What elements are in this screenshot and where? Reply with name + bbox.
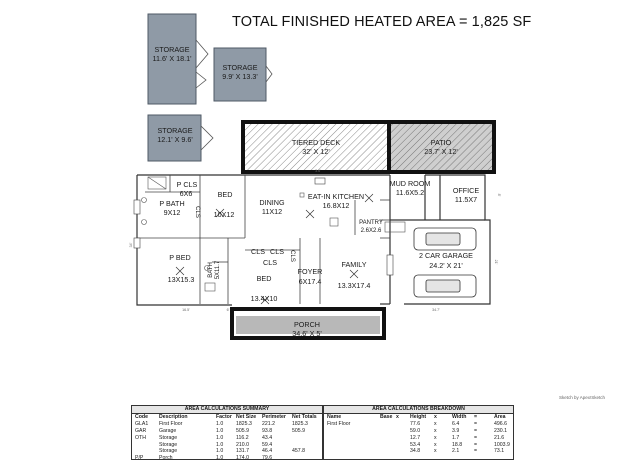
patio-dims: 23.7' X 12' [424,147,458,156]
table-cell: 93.8 [262,427,273,434]
family-dims: 13.3X17.4 [337,281,371,290]
pcls-name: P CLS [176,180,198,189]
dim-top-mid: 3.6' [315,169,321,173]
dim-bottom-mid: 6' [226,308,230,312]
breakdown-col-base: Base [380,414,393,420]
table-cell: 43.4 [262,434,273,441]
pbed-name: P BED [169,253,191,262]
table-cell: 1.0 [216,434,224,441]
table-cell: 1.0 [216,455,224,460]
mudroom-name: MUD ROOM [389,179,431,188]
cls-d: CLS [289,250,295,262]
storage2-name: STORAGE [222,63,258,72]
breakdown-column-headers [324,414,513,421]
table-cell: 1.0 [216,427,224,434]
table-cell: First Floor [327,420,351,427]
area-breakdown-table [323,405,514,460]
breakdown-col-area: Area [494,414,506,420]
patio-name: PATIO [430,138,452,147]
breakdown-col-height: Height [410,414,427,420]
table-cell: x [434,434,437,441]
mudroom-dims: 11.6X5.2 [395,188,425,197]
foyer-name: FOYER [297,267,323,276]
dim-left-side: 34' [129,242,133,248]
table-cell: 2.1 [452,448,460,455]
table-cell: 34.8 [410,448,421,455]
table-cell: Garage [159,427,177,434]
bed1-dims: 10X12 [213,210,235,219]
family-name: FAMILY [341,260,367,269]
table-row [132,421,322,428]
table-row [132,435,322,442]
table-cell: Storage [159,441,178,448]
table-cell: 1.0 [216,441,224,448]
table-cell: 79.6 [262,455,273,460]
table-cell: Porch [159,455,173,460]
table-row [132,442,322,449]
table-cell: 59.4 [262,441,273,448]
table-cell: = [474,420,478,427]
storage3-name: STORAGE [157,126,193,135]
deck-name: TIERED DECK [291,138,341,147]
table-cell: 174.0 [236,455,249,460]
pantry-dims: 2.6X2.6 [360,228,382,234]
table-row [324,448,513,455]
garage-dims: 24.2' X 21' [429,261,463,270]
table-cell: 210.0 [236,441,249,448]
office-dims: 11.5X7 [454,195,478,204]
kitchen-name: EAT-IN KITCHEN [307,192,365,201]
table-cell: 457.8 [292,448,305,455]
dining-dims: 11X12 [261,207,283,216]
summary-col-description: Description [159,414,188,420]
breakdown-col-x2: x [434,414,437,420]
table-cell: = [474,434,478,441]
breakdown-col-name: Name [327,414,342,420]
table-cell: 496.6 [494,420,507,427]
table-row [132,448,322,455]
table-row [132,455,322,460]
summary-col-code: Code [135,414,148,420]
summary-column-headers [132,414,322,421]
table-cell: 77.6 [410,420,421,427]
table-cell: x [434,441,437,448]
porch-dims: 34.6' X 5' [292,329,322,338]
cls-b: CLS [270,247,284,256]
pbath-name: P BATH [159,199,185,208]
table-cell: 1003.9 [494,441,510,448]
table-cell: x [434,448,437,455]
cls-a: CLS [251,247,265,256]
bed2-dims: 13.4X10 [250,294,278,303]
table-cell: 21.6 [494,434,505,441]
foyer-dims: 6X17.4 [298,277,322,286]
summary-col-net-size: Net Size [236,414,257,420]
bath-name: BATH [208,262,214,278]
breakdown-col-eq: = [474,414,478,420]
storage3-dims: 12.1' X 9.6' [157,135,193,144]
table-cell: 221.2 [262,420,275,427]
pantry-name: PANTRY [359,220,383,226]
table-cell: 73.1 [494,448,505,455]
breakdown-col-x1: x [396,414,399,420]
table-cell: 6.4 [452,420,460,427]
table-cell: = [474,441,478,448]
storage2-dims: 9.9' X 13.3' [222,72,258,81]
table-cell: First Floor [159,420,183,427]
table-cell: 1.7 [452,434,460,441]
table-row [324,421,513,428]
table-cell: 1.0 [216,420,224,427]
table-cell: P/P [135,455,144,460]
table-cell: 131.7 [236,448,249,455]
table-cell: 53.4 [410,441,421,448]
page-title: TOTAL FINISHED HEATED AREA = 1,825 SF [232,14,532,30]
table-cell: 59.0 [410,427,421,434]
table-row [132,428,322,435]
table-cell: OTH [135,434,146,441]
table-cell: GLA1 [135,420,149,427]
table-cell: 1825.3 [292,420,308,427]
dim-bottom-left: 16.5' [182,308,190,312]
summary-col-net-totals: Net Totals [292,414,317,420]
garage-name: 2 CAR GARAGE [419,251,473,260]
area-summary-table [131,405,323,460]
cls-c: CLS [263,258,277,267]
bath-dims: 5X11.7 [215,260,221,280]
summary-col-factor: Factor [216,414,232,420]
storage1-dims: 11.6' X 18.1' [152,54,192,63]
deck-dims: 32' X 12' [302,147,330,156]
table-cell: 1.0 [216,448,224,455]
table-cell: = [474,427,478,434]
bed2-name: BED [256,274,272,283]
sketch-credit: Sketch by Apex!Sketch [559,395,606,400]
table-cell: 46.4 [262,448,273,455]
table-cell: Storage [159,448,178,455]
table-cell: 12.7 [410,434,421,441]
table-cell: = [474,448,478,455]
dim-bottom-right: 34.7' [432,308,440,312]
table-row [324,435,513,442]
dining-name: DINING [259,198,285,207]
dim-garage-right: 21' [494,259,498,265]
office-name: OFFICE [452,186,480,195]
table-cell: 18.8 [452,441,463,448]
breakdown-table-header: AREA CALCULATIONS BREAKDOWN [324,406,513,414]
table-cell: GAR [135,427,147,434]
table-cell: 1825.3 [236,420,252,427]
summary-col-perimeter: Perimeter [262,414,286,420]
summary-table-header: AREA CALCULATIONS SUMMARY [132,406,322,414]
porch-name: PORCH [294,320,320,329]
storage1-name: STORAGE [154,45,190,54]
pbed-dims: 13X15.3 [167,275,195,284]
pbath-cls: CLS [194,206,200,218]
kitchen-dims: 16.8X12 [322,201,350,210]
table-cell: 505.9 [292,427,305,434]
bed1-name: BED [217,190,233,199]
table-cell: x [434,420,437,427]
pbath-dims: 9X12 [163,208,181,217]
table-row [324,428,513,435]
table-cell: Storage [159,434,178,441]
table-cell: 505.9 [236,427,249,434]
dim-office-right: 8' [497,193,501,197]
table-cell: 3.9 [452,427,460,434]
table-cell: 230.1 [494,427,507,434]
breakdown-col-width: Width [452,414,467,420]
table-row [324,442,513,449]
table-cell: 116.2 [236,434,249,441]
pcls-dims: 6X6 [179,189,193,198]
table-cell: x [434,427,437,434]
